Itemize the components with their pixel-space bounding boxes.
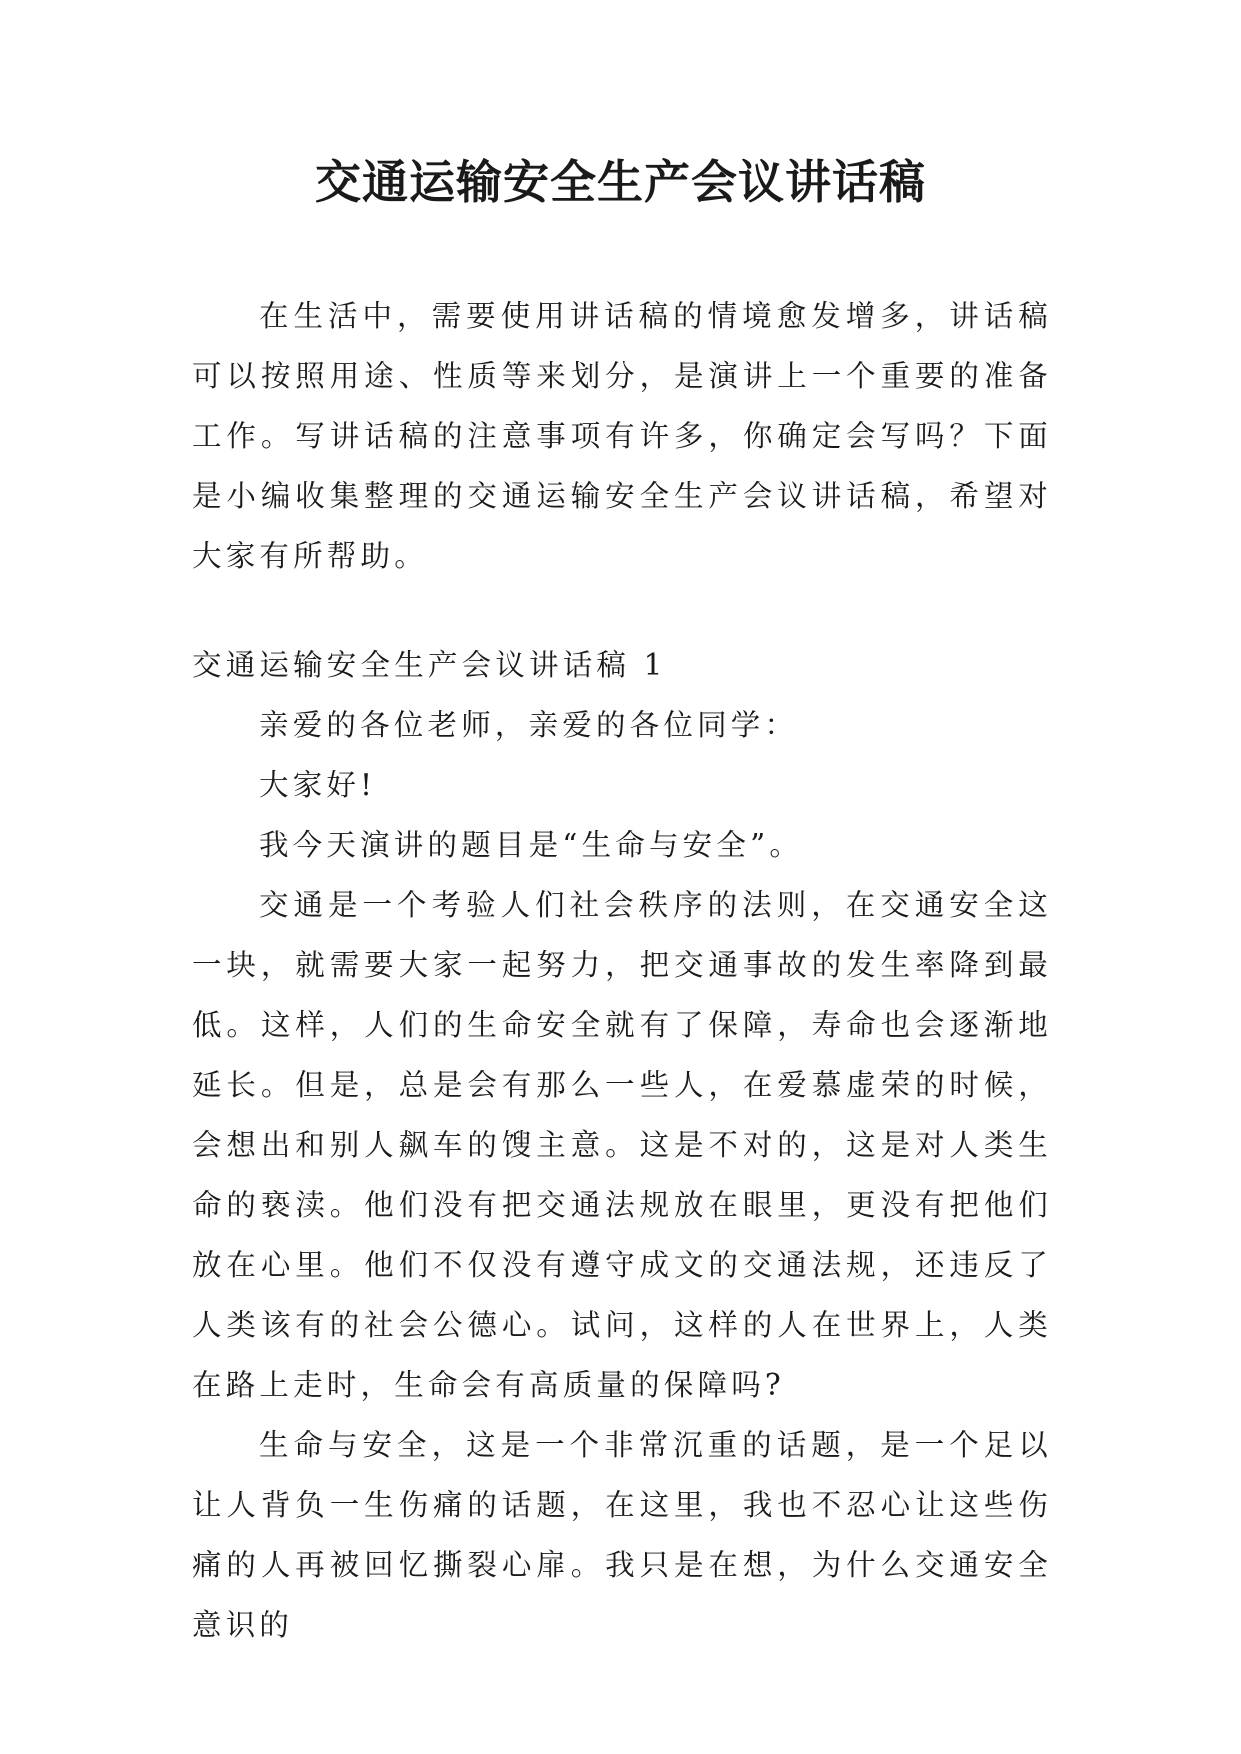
section-heading: 交通运输安全生产会议讲话稿 1 <box>192 648 667 682</box>
salutation-paragraph: 亲爱的各位老师，亲爱的各位同学： <box>259 708 799 742</box>
body-paragraph: 生命与安全，这是一个非常沉重的话题，是一个足以让人背负一生伤痛的话题，在这里，我也不忍心让这些伤痛的人再被回忆撕裂心扉。我只是在想，为什么交通安全意识的 <box>192 1428 1052 1642</box>
intro-paragraph: 在生活中，需要使用讲话稿的情境愈发增多，讲话稿可以按照用途、性质等来划分，是演讲上一个重要的准备工作。写讲话稿的注意事项有许多，你确定会写吗？下面是小编收集整理的交通运输安全生产会议讲话稿，希望对大家有所帮助。 <box>192 299 1052 573</box>
document-title: 交通运输安全生产会议讲话稿 <box>315 155 926 209</box>
speech-section <box>192 635 1052 1655</box>
intro-block <box>192 286 1052 586</box>
body-paragraph: 交通是一个考验人们社会秩序的法则，在交通安全这一块，就需要大家一起努力，把交通事故的发生率降到最低。这样，人们的生命安全就有了保障，寿命也会逐渐地延长。但是，总是会有那么一些人，在爱慕虚荣的时候，会想出和别人飙车的馊主意。这是不对的，这是对人类生命的亵渎。他们没有把交通法规放在眼里，更没有把他们放在心里。他们不仅没有遵守成文的交通法规，还违反了人类该有的社会公德心。试问，这样的人在世界上，人类在路上走时，生命会有高质量的保障吗? <box>192 888 1052 1402</box>
topic-paragraph: 我今天演讲的题目是“生命与安全”。 <box>259 828 804 862</box>
greeting-paragraph: 大家好! <box>259 768 377 802</box>
